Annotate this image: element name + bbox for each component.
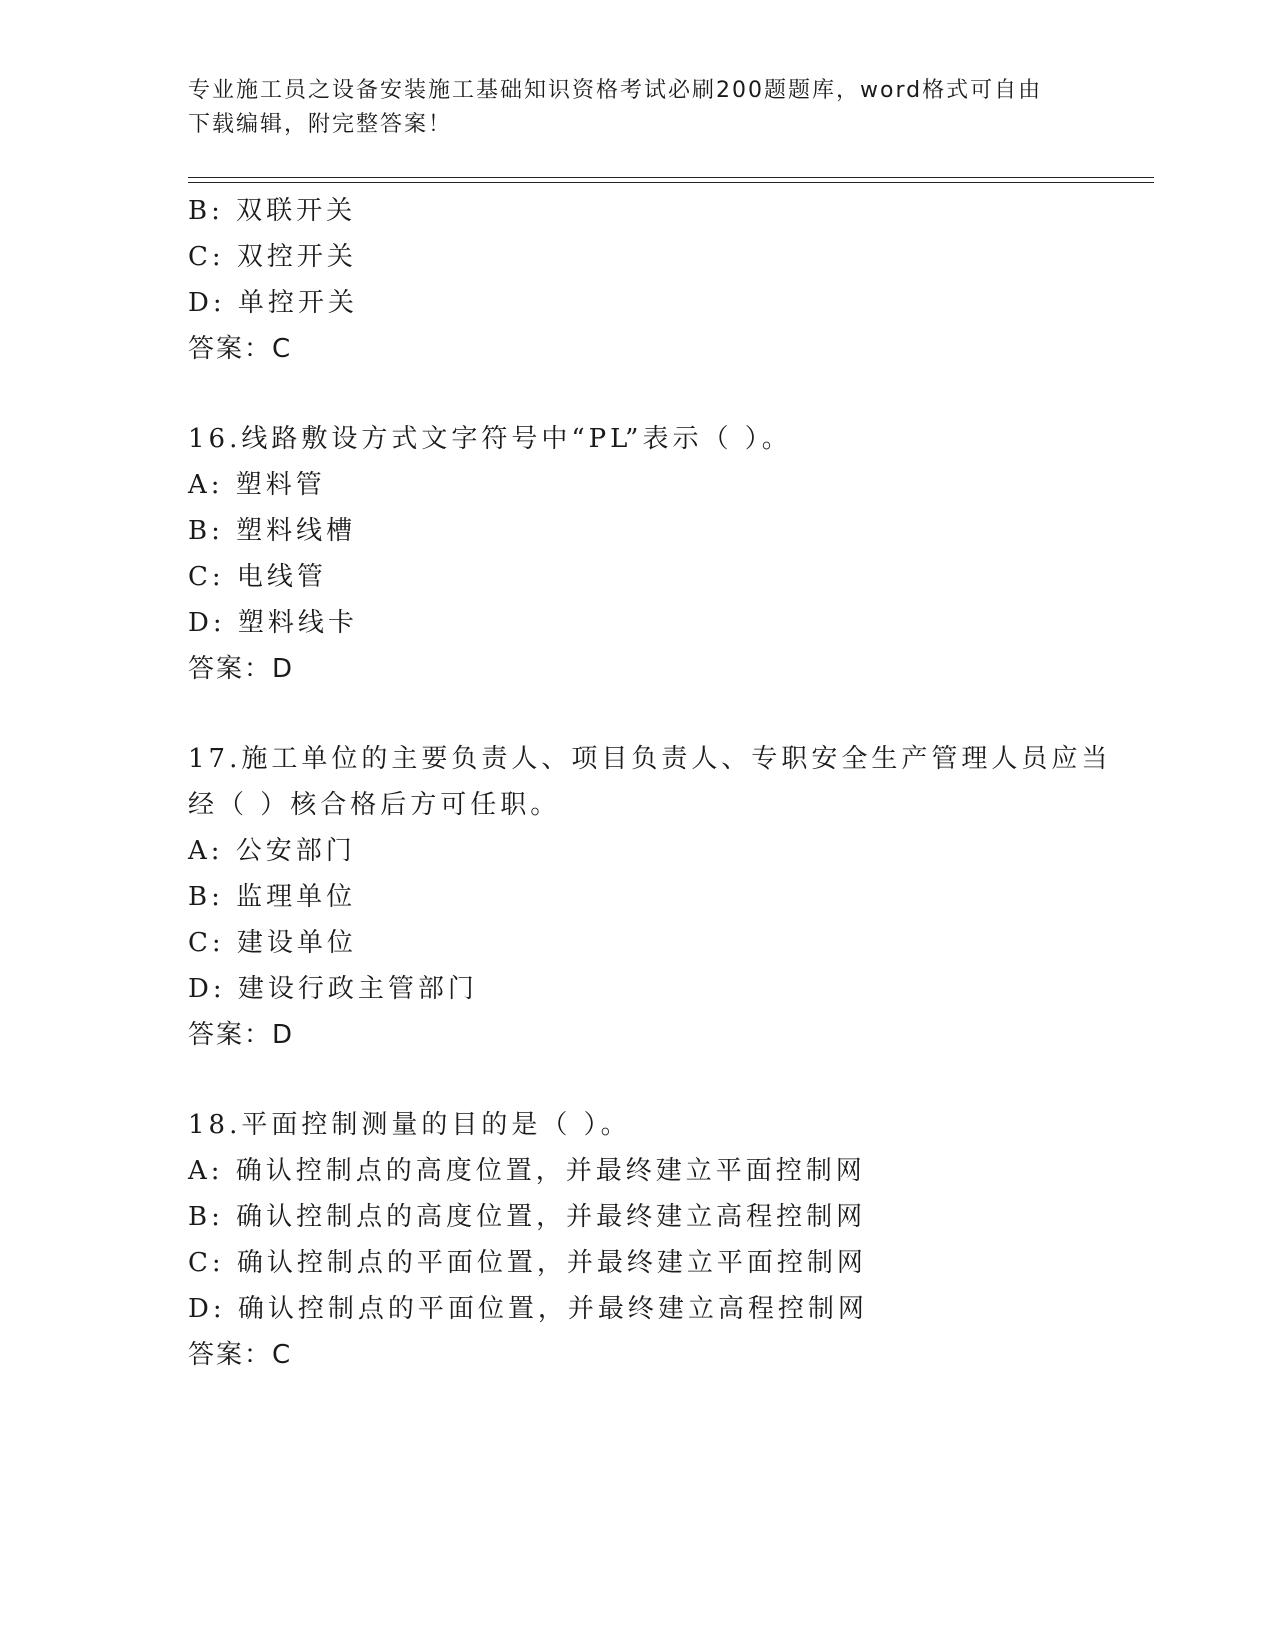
question-block-17 (188, 736, 1112, 1058)
question-text: 16.线路敷设方式文字符号中“PL”表示（ ）。 (188, 424, 792, 454)
option-b: B: 双联开关 (188, 196, 357, 226)
option-d: D: 塑料线卡 (188, 608, 358, 638)
header-title-line-1: 专业施工员之设备安装施工基础知识资格考试必刷200题题库，word格式可自由 (188, 78, 1043, 103)
answer-line: 答案：D (188, 1020, 295, 1050)
option-d: D: 单控开关 (188, 288, 358, 318)
question-block-16 (188, 416, 1088, 692)
document-header (188, 74, 1088, 142)
option-b: B: 监理单位 (188, 882, 357, 912)
option-a: A: 塑料管 (188, 470, 326, 500)
option-b: B: 确认控制点的高度位置，并最终建立高程控制网 (188, 1202, 867, 1232)
question-block-15 (188, 188, 1088, 372)
question-block-18 (188, 1102, 1088, 1378)
option-d: D: 确认控制点的平面位置，并最终建立高程控制网 (188, 1294, 868, 1324)
question-list (188, 188, 1112, 1378)
spacer (188, 1058, 1088, 1102)
option-c: C: 双控开关 (188, 242, 357, 272)
option-d: D: 建设行政主管部门 (188, 974, 478, 1004)
header-divider-top (188, 177, 1154, 178)
question-text-line-1: 17.施工单位的主要负责人、项目负责人、专职安全生产管理人员应当 (188, 744, 1112, 774)
answer-line: 答案：D (188, 654, 295, 684)
option-a: A: 确认控制点的高度位置，并最终建立平面控制网 (188, 1156, 866, 1186)
option-a: A: 公安部门 (188, 836, 356, 866)
option-c: C: 确认控制点的平面位置，并最终建立平面控制网 (188, 1248, 867, 1278)
option-b: B: 塑料线槽 (188, 516, 357, 546)
answer-line: 答案：C (188, 1340, 293, 1370)
question-text-line-2: 经（ ）核合格后方可任职。 (188, 790, 561, 820)
spacer (188, 692, 1088, 736)
answer-line: 答案：C (188, 334, 293, 364)
option-c: C: 电线管 (188, 562, 327, 592)
question-text: 18.平面控制测量的目的是（ ）。 (188, 1110, 631, 1140)
header-divider-bottom (188, 182, 1154, 183)
spacer (188, 372, 1088, 416)
option-c: C: 建设单位 (188, 928, 357, 958)
header-title-line-2: 下载编辑，附完整答案！ (188, 112, 453, 137)
